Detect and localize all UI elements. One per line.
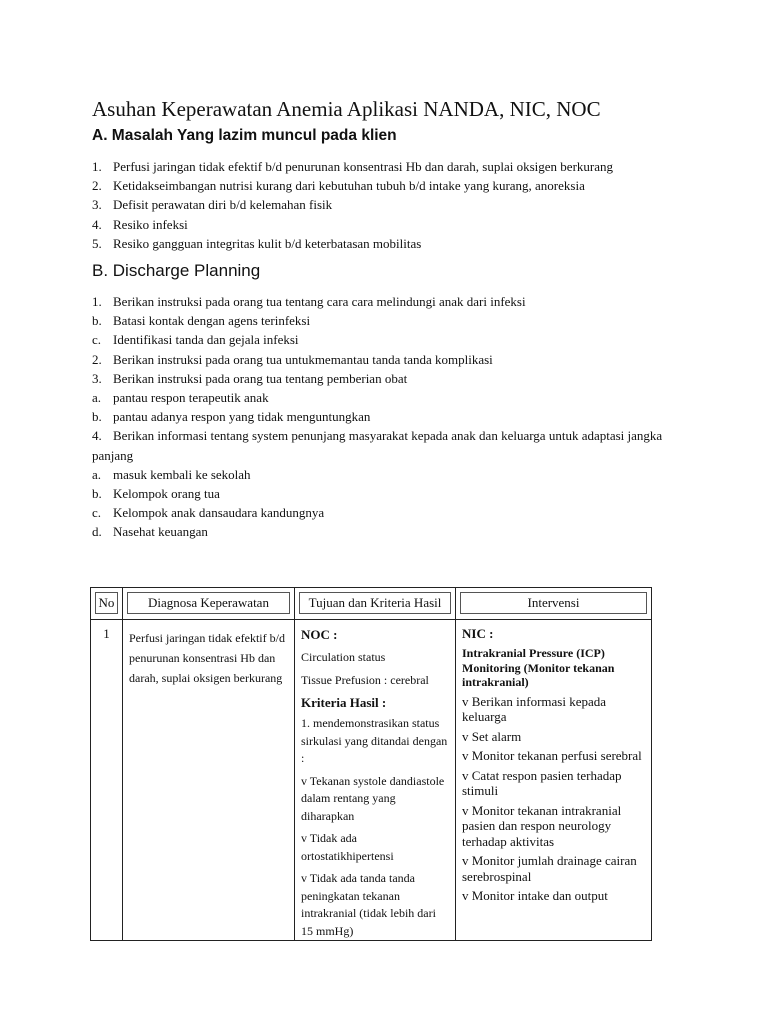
list-marker: 4. [92,428,102,444]
list-marker: b. [92,313,102,329]
kriteria-item: v Tidak ada tanda tanda peningkatan tekanan intrakranial (tidak lebih dari 15 mmHg) [301,871,436,938]
list-item-text: Identifikasi tanda dan gejala infeksi [113,332,299,348]
nic-item: v Catat respon pasien terhadap stimuli [462,767,622,798]
list-item-text: Batasi kontak dengan agens terinfeksi [113,313,311,329]
list-item [92,503,692,522]
list-item-text: pantau adanya respon yang tidak menguntungkan [113,409,371,425]
list-item [92,426,682,464]
section-b-list [92,292,692,542]
section-a-heading: A. Masalah Yang lazim muncul pada klien [92,127,397,144]
list-marker: 3. [92,197,102,213]
list-marker: d. [92,524,102,540]
kriteria-item: 1. mendemonstrasikan status sirkulasi yang ditandai dengan : [301,716,448,765]
table-row [91,620,652,941]
list-item [92,215,692,234]
header-cell-tujuan [295,588,456,620]
document-title: Asuhan Keperawatan Anemia Aplikasi NANDA, NIC, NOC [92,97,601,121]
list-marker: 2. [92,178,102,194]
table-header-row [91,588,652,620]
list-marker: b. [92,486,102,502]
tujuan-cell [295,620,456,941]
header-no: No [95,592,118,614]
list-item [92,522,692,541]
list-item [92,330,692,349]
nic-item: v Monitor jumlah drainage cairan serebrospinal [462,853,637,884]
header-cell-no [91,588,123,620]
list-marker: 5. [92,235,102,251]
list-marker: a. [92,390,102,406]
intervensi-cell [456,620,652,941]
noc-line: Circulation status [301,650,386,664]
list-item-text: Kelompok anak dansaudara kandungnya [113,505,325,521]
header-cell-intervensi [456,588,652,620]
header-intervensi: Intervensi [460,592,647,614]
list-item-text: Berikan instruksi pada orang tua tentang cara cara melindungi anak dari infeksi [113,294,526,309]
nic-item: v Berikan informasi kepada keluarga [462,693,607,724]
nic-item: v Monitor tekanan perfusi serebral [462,748,642,763]
list-item-text: Ketidakseimbangan nutrisi kurang dari kebutuhan tubuh b/d intake yang kurang, anoreksia [113,178,585,194]
list-item [92,234,692,253]
section-a-list [92,157,692,253]
list-item [92,176,692,195]
list-marker: 1. [92,294,102,309]
list-item [92,195,692,214]
list-item-text: Berikan instruksi pada orang tua untukmemantau tanda tanda komplikasi [113,351,493,367]
list-item-text: Berikan instruksi pada orang tua tentang pemberian obat [113,370,408,386]
list-marker: 1. [92,159,102,174]
list-item-text: Kelompok orang tua [113,486,220,502]
kriteria-item: v Tidak ada ortostatikhipertensi [301,831,394,863]
nic-item: v Monitor intake dan output [462,888,608,903]
diagnosa-text: Perfusi jaringan tidak efektif b/d penurunan konsentrasi Hb dan darah, suplai oksigen berkurang [129,631,285,685]
list-item [92,311,692,330]
diagnosa-cell [123,620,295,941]
noc-label: NOC : [301,627,338,642]
header-tujuan: Tujuan dan Kriteria Hasil [299,592,451,614]
section-b-heading: B. Discharge Planning [92,261,261,280]
list-marker: c. [92,505,102,521]
kriteria-item: v Tekanan systole dandiastole dalam rentang yang diharapkan [301,773,445,823]
list-item-text: Perfusi jaringan tidak efektif b/d penurunan konsentrasi Hb dan darah, suplai oksigen berkurang [113,159,613,174]
list-marker: 2. [92,351,102,367]
list-item [92,350,692,369]
list-item [92,369,692,388]
list-item [92,407,692,426]
nic-subheading: Intrakranial Pressure (ICP) Monitoring (Monitor tekanan intrakranial) [462,646,615,689]
list-item [92,465,692,484]
nic-item: v Set alarm [462,728,522,744]
list-item-text: Nasehat keuangan [113,524,208,540]
list-marker: a. [92,466,102,482]
list-item-text: Resiko infeksi [113,216,188,232]
list-item [92,388,692,407]
header-cell-diagnosa [123,588,295,620]
care-plan-table [90,587,652,941]
nic-label: NIC : [462,626,494,641]
list-item [92,292,692,311]
list-marker: b. [92,409,102,425]
noc-line: Tissue Prefusion : cerebral [301,672,429,687]
row-number: 1 [91,620,123,941]
list-marker: 3. [92,370,102,386]
list-item-text: masuk kembali ke sekolah [113,466,251,482]
list-item [92,157,692,176]
list-marker: c. [92,332,102,348]
header-diagnosa: Diagnosa Keperawatan [127,592,290,614]
list-item-text: Resiko gangguan integritas kulit b/d keterbatasan mobilitas [113,235,422,251]
list-item [92,484,692,503]
list-marker: 4. [92,216,102,232]
list-item-text: Berikan informasi tentang system penunjang masyarakat kepada anak dan keluarga untuk adaptasi jangka panjang [92,428,663,463]
list-item-text: pantau respon terapeutik anak [113,390,269,406]
list-item-text: Defisit perawatan diri b/d kelemahan fisik [113,197,333,213]
kriteria-label: Kriteria Hasil : [301,695,387,710]
nic-item: v Monitor tekanan intrakranial pasien dan respon neurology terhadap aktivitas [462,802,622,849]
